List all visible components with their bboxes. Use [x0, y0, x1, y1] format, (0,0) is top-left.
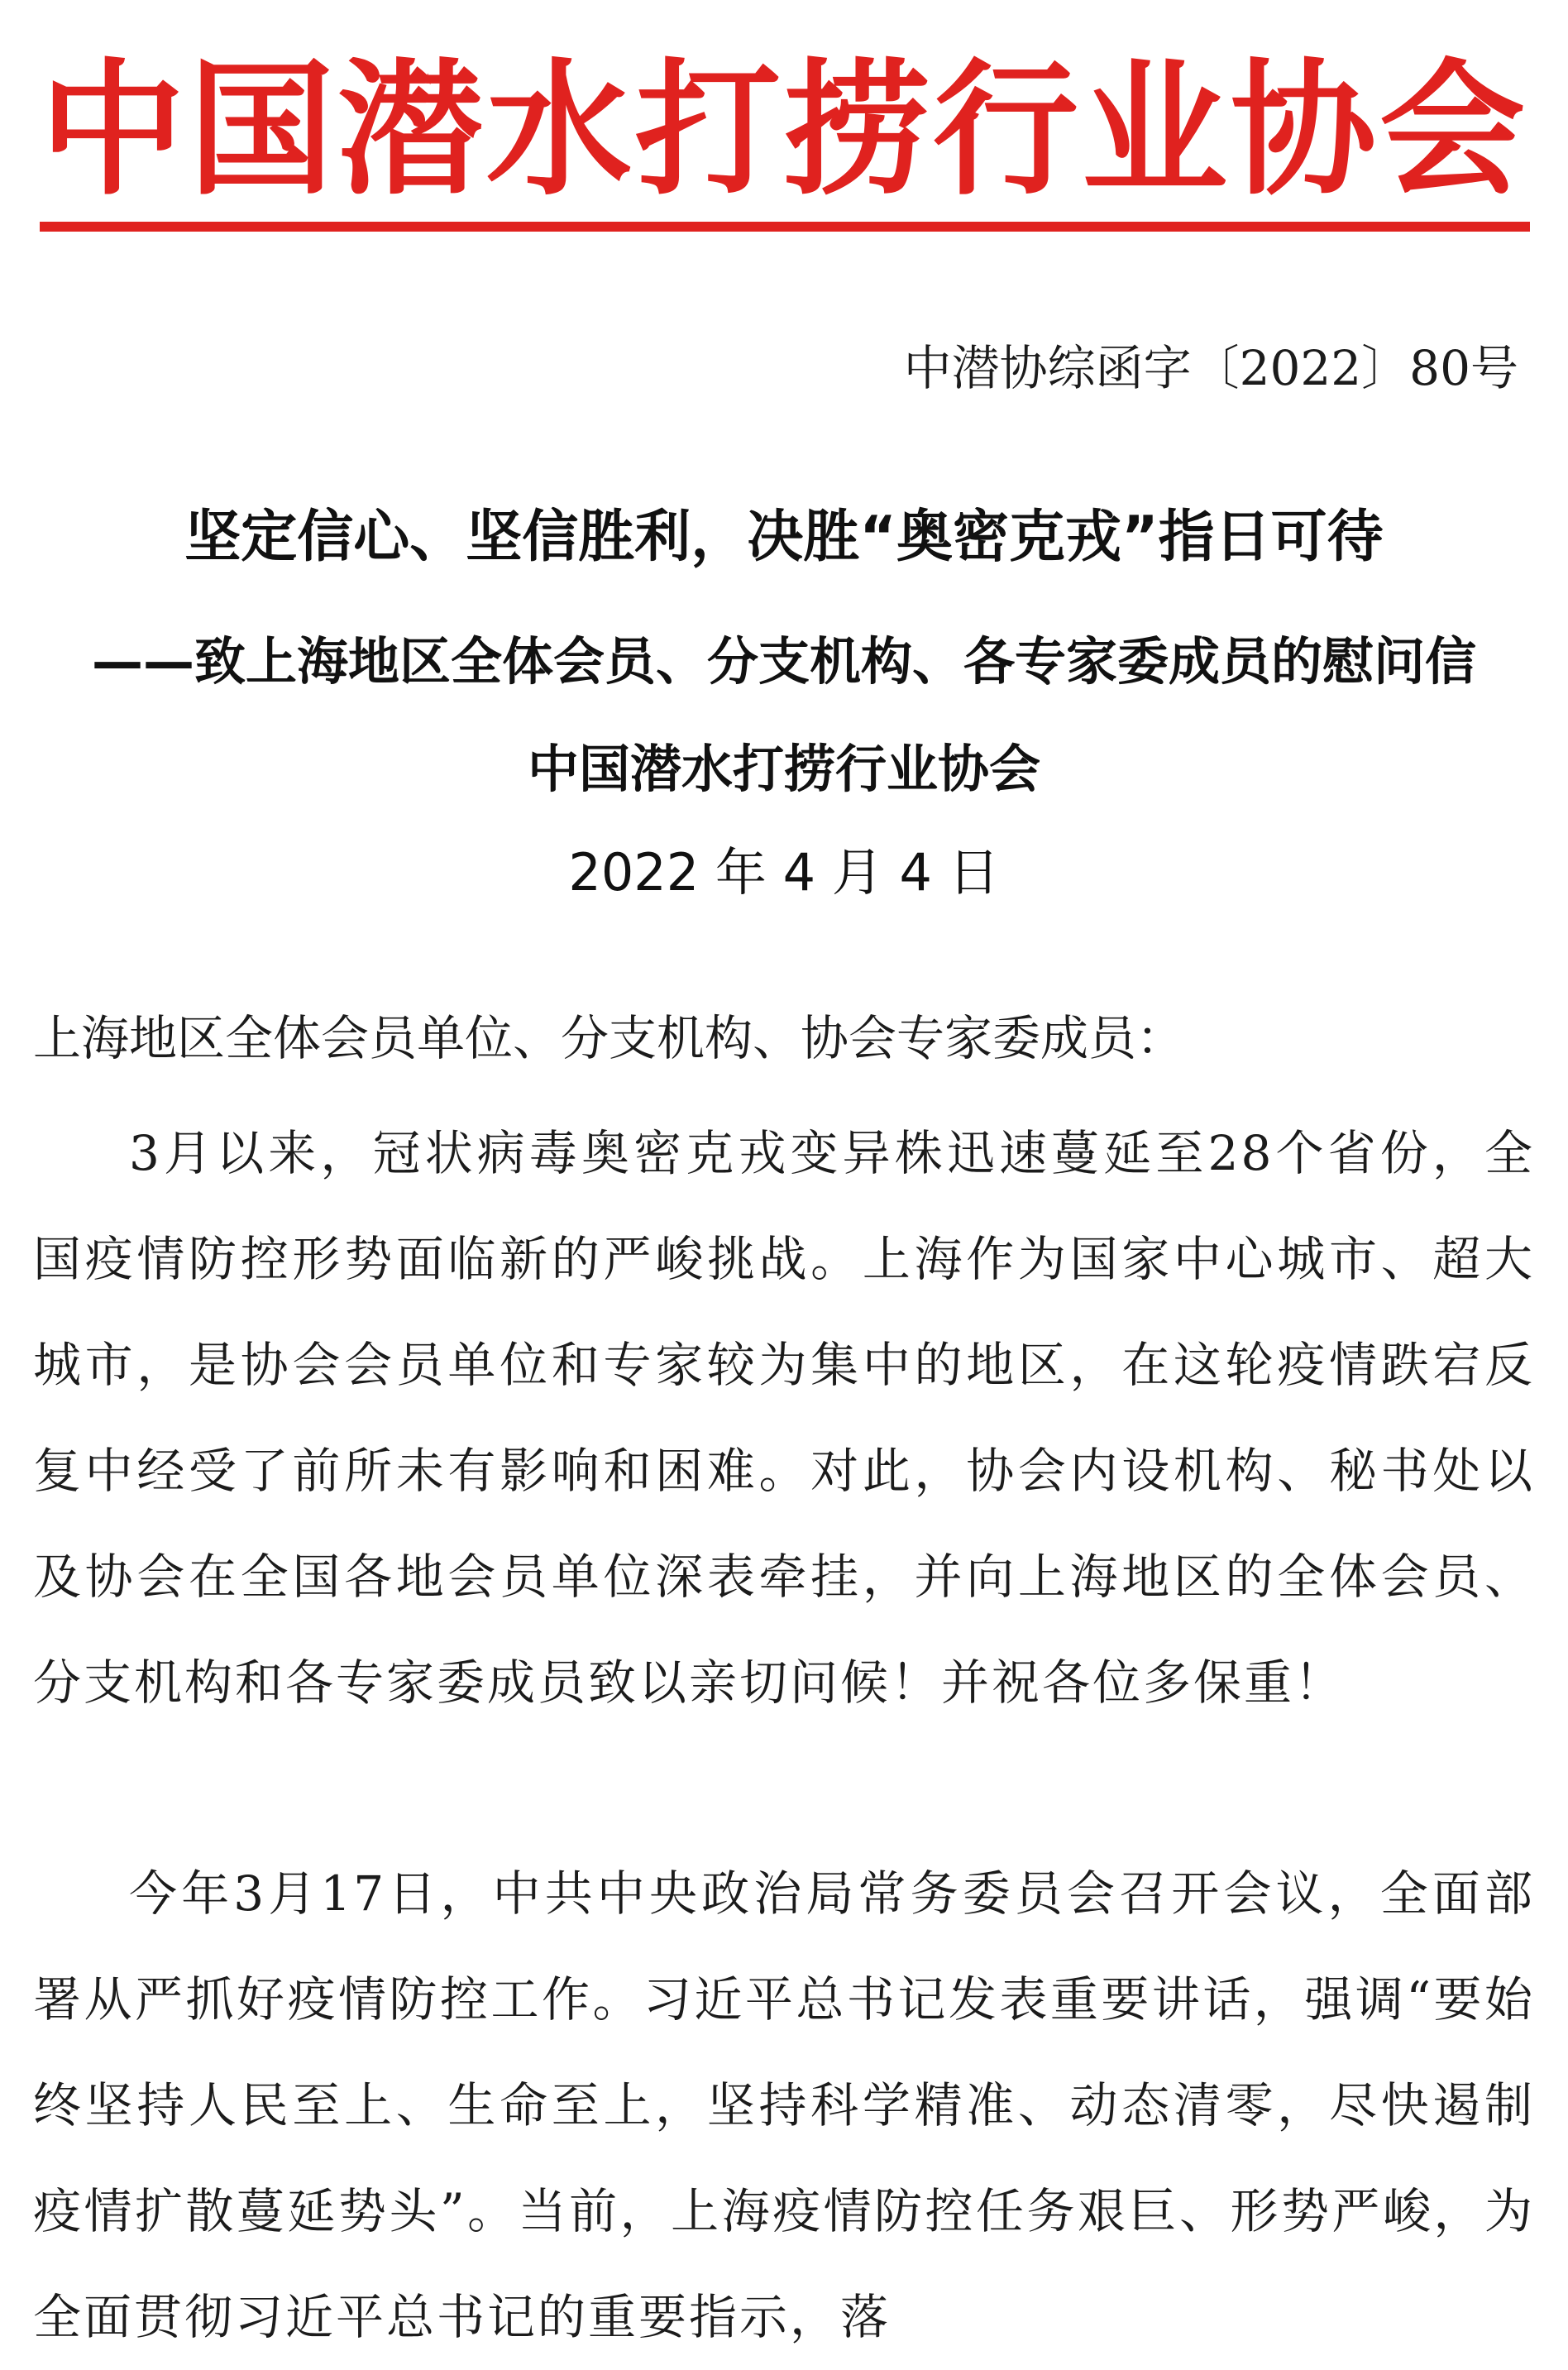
document-number: 中潜协综函字〔2022〕80号 — [903, 340, 1518, 396]
issuer-name: 中国潜水打捞行业协会 — [527, 739, 1040, 799]
letter-subtitle: ——致上海地区全体会员、分支机构、各专家委成员的慰问信 — [91, 631, 1476, 692]
letterhead-title: 中国潜水打捞行业协会 — [39, 45, 1528, 215]
body-paragraph-1: 3月以来，冠状病毒奥密克戎变异株迅速蔓延至28个省份，全国疫情防控形势面临新的严峻挑战。上海作为国家中心城市、超大城市，是协会会员单位和专家较为集中的地区，在这轮疫情跌宕反复中经受了前所未有影响和困难。对此，协会内设机构、秘书处以及协会在全国各地会员单位深表牵挂，并向上海地区的全体会员、分支机构和各专家委成员致以亲切问候！并祝各位多保重！ — [33, 1125, 1535, 1711]
issue-date: 2022 年 4 月 4 日 — [568, 842, 1000, 903]
letterhead-red-rule — [40, 222, 1530, 232]
body-paragraph-2: 今年3月17日，中共中央政治局常务委员会召开会议，全面部署从严抓好疫情防控工作。习近平总书记发表重要讲话，强调“要始终坚持人民至上、生命至上，坚持科学精准、动态清零，尽快遏制疫情扩散蔓延势头”。当前，上海疫情防控任务艰巨、形势严峻，为全面贯彻习近平总书记的重要指示，落 — [33, 1865, 1535, 2345]
salutation: 上海地区全体会员单位、分支机构、协会专家委成员： — [33, 1010, 1185, 1066]
letter-title: 坚定信心、坚信胜利，决胜“奥密克戎”指日可待 — [184, 505, 1384, 570]
